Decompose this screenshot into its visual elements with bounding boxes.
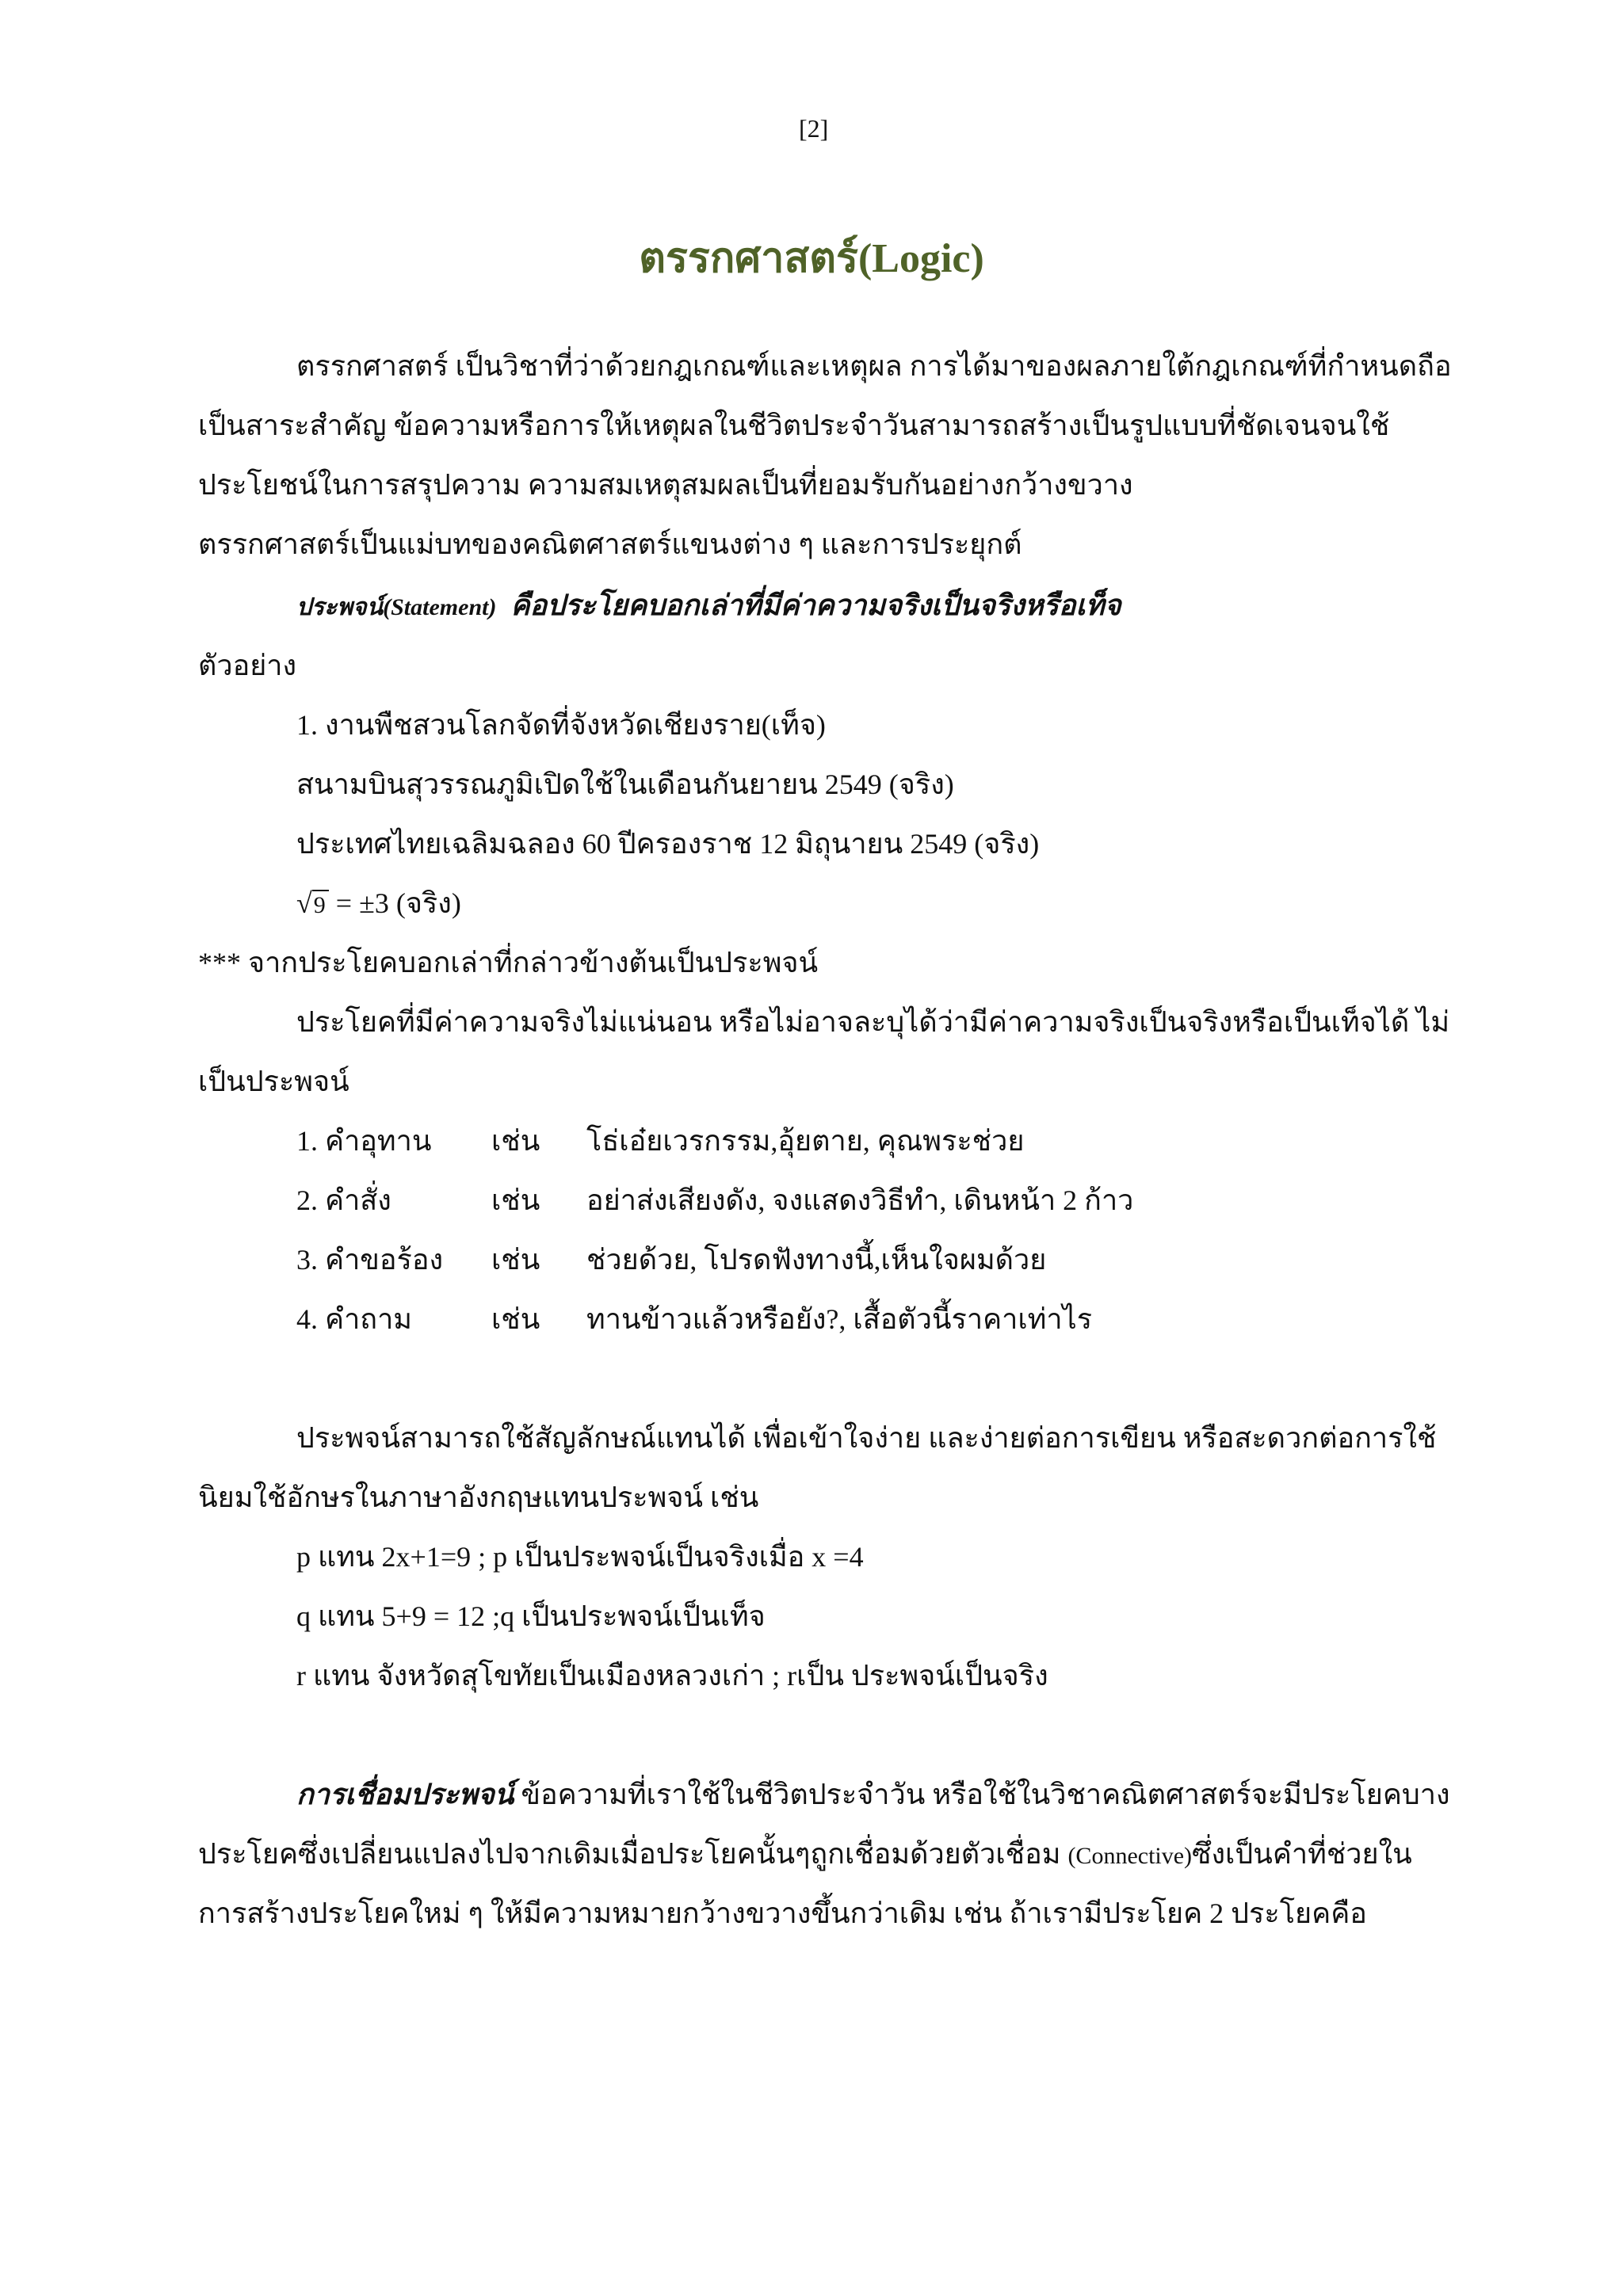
connective-line-2-text-b: ซึ่งเป็นคำที่ช่วยใน <box>1192 1838 1412 1870</box>
example-item: 1. งานพืชสวนโลกจัดที่จังหวัดเชียงราย(เท็จ) <box>296 709 826 741</box>
type-example: โธ่เอ๋ยเวรกรรม,อุ้ยตาย, คุณพระช่วย <box>586 1125 1025 1157</box>
type-example: ทานข้าวแล้วหรือยัง?, เสื้อตัวนี้ราคาเท่าไร <box>586 1303 1093 1335</box>
connective-line-1-text: ข้อความที่เราใช้ในชีวิตประจำวัน หรือใช้ในวิชาคณิตศาสตร์จะมีประโยคบาง <box>514 1779 1450 1810</box>
symbol-example: q แทน 5+9 = 12 ;q เป็นประพจน์เป็นเท็จ <box>296 1600 766 1632</box>
example-label: ตัวอย่าง <box>198 650 297 681</box>
non-statement-line-2: เป็นประพจน์ <box>198 1066 349 1097</box>
page-title: ตรรกศาสตร์(Logic) <box>639 236 984 281</box>
type-such-as: เช่น <box>491 1244 540 1276</box>
connective-line-2 <box>198 1836 1412 1874</box>
type-example: ช่วยด้วย, โปรดฟังทางนี้,เห็นใจผมด้วย <box>586 1244 1047 1276</box>
statement-definition-text: คือประโยคบอกเล่าที่มีค่าความจริงเป็นจริงหรือเท็จ <box>510 589 1121 621</box>
connective-term: การเชื่อมประพจน์ <box>296 1779 514 1810</box>
connective-english-term: (Connective) <box>1067 1843 1193 1869</box>
type-such-as: เช่น <box>491 1303 540 1335</box>
type-label: 4. คำถาม <box>296 1303 413 1335</box>
statement-definition <box>296 588 1121 625</box>
type-such-as: เช่น <box>491 1184 540 1216</box>
intro-line-4: ตรรกศาสตร์เป็นแม่บทของคณิตศาสตร์แขนงต่าง ๆ และการประยุกต์ <box>198 528 1022 560</box>
example-item: ประเทศไทยเฉลิมฉลอง 60 ปีครองราช 12 มิถุนายน 2549 (จริง) <box>296 828 1040 860</box>
intro-line-1: ตรรกศาสตร์ เป็นวิชาที่ว่าด้วยกฎเกณฑ์และเหตุผล การได้มาของผลภายใต้กฎเกณฑ์ที่กำหนดถือ <box>296 350 1452 382</box>
type-label: 1. คำอุทาน <box>296 1125 432 1157</box>
example-item: สนามบินสุวรรณภูมิเปิดใช้ในเดือนกันยายน 2549 (จริง) <box>296 769 954 800</box>
page-number: [2] <box>799 114 829 143</box>
sqrt-result: = ±3 (จริง) <box>328 887 461 919</box>
statement-term: ประพจน์(Statement) <box>296 594 497 620</box>
type-such-as: เช่น <box>491 1125 540 1157</box>
intro-line-3: ประโยชน์ในการสรุปความ ความสมเหตุสมผลเป็นที่ยอมรับกันอย่างกว้างขวาง <box>198 469 1133 501</box>
type-example: อย่าส่งเสียงดัง, จงแสดงวิธีทำ, เดินหน้า 2 ก้าว <box>586 1184 1134 1216</box>
non-statement-line-1: ประโยคที่มีค่าความจริงไม่แน่นอน หรือไม่อาจละบุได้ว่ามีค่าความจริงเป็นจริงหรือเป็นเท็จได้ ไม่ <box>296 1006 1450 1038</box>
symbols-intro-line-1: ประพจน์สามารถใช้สัญลักษณ์แทนได้ เพื่อเข้าใจง่าย และง่ายต่อการเขียน หรือสะดวกต่อการใช้ <box>296 1422 1437 1454</box>
connective-line-2-text-a: ประโยคซึ่งเปลี่ยนแปลงไปจากเดิมเมื่อประโยคนั้นๆถูกเชื่อมด้วยตัวเชื่อม <box>198 1838 1068 1870</box>
sqrt-example <box>296 886 461 921</box>
symbol-example: p แทน 2x+1=9 ; p เป็นประพจน์เป็นจริงเมื่อ x =4 <box>296 1541 864 1573</box>
sqrt-radicand: 9 <box>312 890 329 920</box>
symbol-example: r แทน จังหวัดสุโขทัยเป็นเมืองหลวงเก่า ; rเป็น ประพจน์เป็นจริง <box>296 1660 1048 1691</box>
connective-line-1 <box>296 1777 1450 1812</box>
intro-line-2: เป็นสาระสำคัญ ข้อความหรือการให้เหตุผลในชีวิตประจำวันสามารถสร้างเป็นรูปแบบที่ชัดเจนจนใช้ <box>198 410 1390 441</box>
square-root-icon: √ <box>296 887 312 919</box>
note-line: *** จากประโยคบอกเล่าที่กล่าวข้างต้นเป็นประพจน์ <box>198 947 819 978</box>
symbols-intro-line-2: นิยมใช้อักษรในภาษาอังกฤษแทนประพจน์ เช่น <box>198 1482 759 1513</box>
type-label: 3. คำขอร้อง <box>296 1244 444 1276</box>
type-label: 2. คำสั่ง <box>296 1184 391 1216</box>
connective-line-3: การสร้างประโยคใหม่ ๆ ให้มีความหมายกว้างขวางขึ้นกว่าเดิม เช่น ถ้าเรามีประโยค 2 ประโยคคือ <box>198 1897 1367 1929</box>
